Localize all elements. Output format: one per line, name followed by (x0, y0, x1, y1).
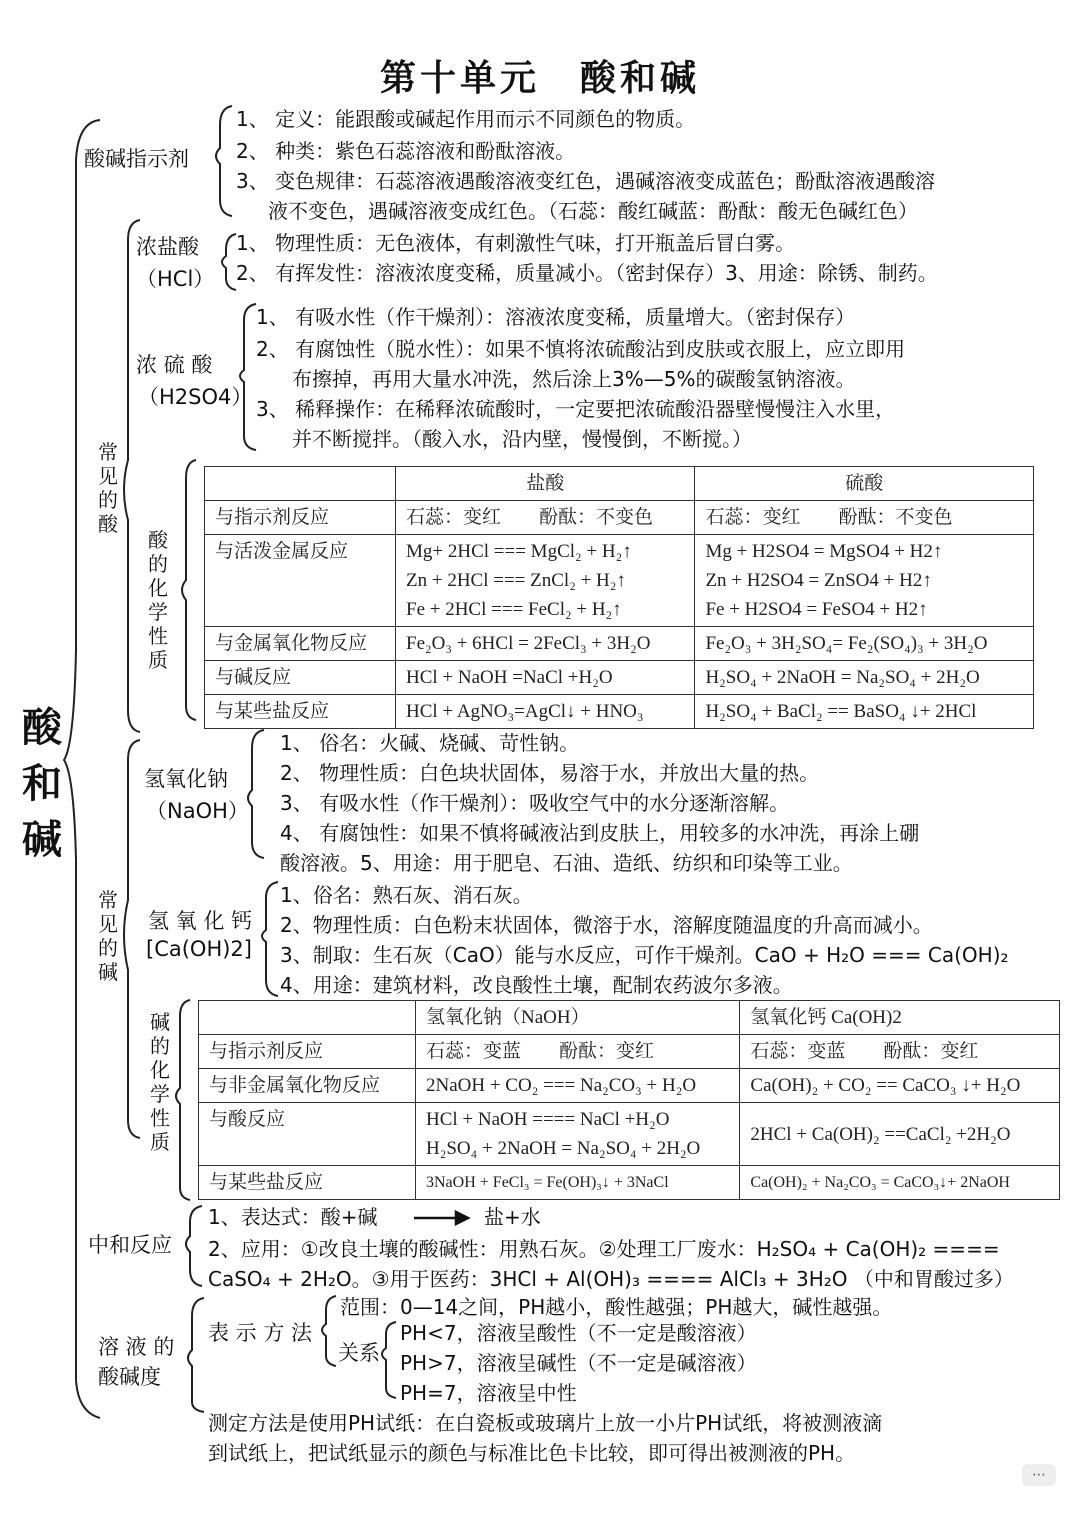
row-name: 与活泼金属反应 (205, 535, 396, 627)
table-row (199, 1035, 1060, 1069)
table-header-row (199, 1001, 1060, 1035)
table-cell: 石蕊：变蓝 酚酞：变红 (416, 1035, 740, 1069)
naoh-line: 2、 物理性质：白色块状固体，易溶于水，并放出大量的热。 (280, 761, 820, 785)
common-acids-label: 常见的酸 (98, 440, 118, 536)
more-icon: ⋯ (1022, 1464, 1056, 1486)
caoh2-line: 1、俗名：熟石灰、消石灰。 (280, 883, 533, 907)
ph-relation: PH=7，溶液呈中性 (400, 1381, 577, 1405)
ph-relation: PH>7，溶液呈碱性（不一定是碱溶液） (400, 1351, 757, 1375)
row-name: 与某些盐反应 (199, 1166, 416, 1200)
equation: H₂SO₄ + 2NaOH = Na₂SO₄ + 2H₂O (426, 1138, 701, 1159)
table-cell: 石蕊：变蓝 酚酞：变红 (740, 1035, 1060, 1069)
table-header: 氢氧化钠（NaOH） (416, 1001, 740, 1035)
table-cell: HCl + AgNO₃=AgCl↓ + HNO₃ (396, 695, 695, 729)
hcl-formula: （HCl） (136, 267, 215, 291)
acid-chem-label: 酸的化学性质 (148, 528, 168, 672)
acid-table (204, 466, 1034, 729)
row-name: 与指示剂反应 (199, 1035, 416, 1069)
root-label: 酸和碱 (22, 704, 62, 863)
neutralization-label: 中和反应 (88, 1233, 172, 1257)
h2so4-line: 布擦掉，再用大量水冲洗，然后涂上3%—5%的碳酸氢钠溶液。 (292, 367, 856, 391)
indicator-line: 液不变色，遇碱溶液变成红色。（石蕊：酸红碱蓝：酚酞：酸无色碱红色） (268, 199, 918, 223)
table-row (205, 501, 1034, 535)
row-name: 与金属氧化物反应 (205, 627, 396, 661)
table-header (199, 1001, 416, 1035)
equation: HCl + NaOH ==== NaCl +H₂O (426, 1109, 670, 1130)
table-row (205, 695, 1034, 729)
table-cell: H₂SO₄ + BaCl₂ == BaSO₄ ↓+ 2HCl (695, 695, 1034, 729)
h2so4-line: 1、 有吸水性（作干燥剂）：溶液浓度变稀，质量增大。（密封保存） (256, 305, 856, 329)
caoh2-line: 2、物理性质：白色粉末状固体，微溶于水，溶解度随温度的升高而减小。 (280, 913, 933, 937)
table-header-row (205, 467, 1034, 501)
ph-label-2: 酸碱度 (98, 1365, 161, 1389)
neutralization-line: CaSO₄ + 2H₂O。③用于医药：3HCl + Al(OH)₃ ==== AlCl₃ + 3H₂O （中和胃酸过多） (208, 1267, 1014, 1291)
indicator-line: 1、 定义：能跟酸或碱起作用而示不同颜色的物质。 (236, 107, 696, 131)
page-title: 第十单元 酸和碱 (379, 57, 700, 99)
row-name: 与酸反应 (199, 1103, 416, 1166)
table-cell: 2HCl + Ca(OH)₂ ==CaCl₂ +2H₂O (740, 1103, 1060, 1166)
table-cell (416, 1103, 740, 1166)
table-header: 盐酸 (396, 467, 695, 501)
table-cell: HCl + NaOH =NaCl +H₂O (396, 661, 695, 695)
table-row (199, 1103, 1060, 1166)
row-name: 与某些盐反应 (205, 695, 396, 729)
naoh-label: 氢氧化钠 (144, 767, 228, 791)
equation: Mg + H2SO4 = MgSO4 + H2↑ (705, 541, 943, 562)
neutralization-expr-result: 盐+水 (484, 1205, 541, 1229)
table-cell: Ca(OH)₂ + Na₂CO₃ = CaCO₃↓+ 2NaOH (740, 1166, 1060, 1200)
table-row (205, 661, 1034, 695)
caoh2-label: 氢 氧 化 钙 (148, 909, 253, 933)
table-cell: H₂SO₄ + 2NaOH = Na₂SO₄ + 2H₂O (695, 661, 1034, 695)
common-bases-label: 常见的碱 (98, 888, 118, 984)
row-name: 与指示剂反应 (205, 501, 396, 535)
base-table (198, 1000, 1060, 1200)
ph-label: 溶 液 的 (98, 1335, 175, 1359)
h2so4-label: 浓 硫 酸 (136, 353, 213, 377)
ph-method-label: 表 示 方 法 (208, 1321, 313, 1345)
table-header: 硫酸 (695, 467, 1034, 501)
table-cell: 石蕊：变红 酚酞：不变色 (396, 501, 695, 535)
naoh-line: 3、 有吸水性（作干燥剂）：吸收空气中的水分逐渐溶解。 (280, 791, 790, 815)
ph-relation: PH<7，溶液呈酸性（不一定是酸溶液） (400, 1321, 757, 1345)
hcl-label: 浓盐酸 (136, 235, 199, 259)
table-header: 氢氧化钙 Ca(OH)2 (740, 1001, 1060, 1035)
ph-measure: 测定方法是使用PH试纸：在白瓷板或玻璃片上放一小片PH试纸，将被测液滴 (208, 1411, 883, 1435)
table-cell (695, 535, 1034, 627)
table-cell: 2NaOH + CO₂ === Na₂CO₃ + H₂O (416, 1069, 740, 1103)
h2so4-line: 2、 有腐蚀性（脱水性）：如果不慎将浓硫酸沾到皮肤或衣服上，应立即用 (256, 337, 906, 361)
neutralization-expr: 1、表达式：酸+碱 (208, 1205, 378, 1229)
table-row (199, 1166, 1060, 1200)
indicator-label: 酸碱指示剂 (84, 147, 189, 171)
row-name: 与碱反应 (205, 661, 396, 695)
table-cell: 3NaOH + FeCl₃ = Fe(OH)₃↓ + 3NaCl (416, 1166, 740, 1200)
h2so4-line: 3、 稀释操作：在稀释浓硫酸时，一定要把浓硫酸沿器壁慢慢注入水里， (256, 397, 896, 421)
table-cell: Fe₂O₃ + 3H₂SO₄= Fe₂(SO₄)₃ + 3H₂O (695, 627, 1034, 661)
neutralization-line: 2、应用：①改良土壤的酸碱性：用熟石灰。②处理工厂废水：H₂SO₄ + Ca(OH)₂ ==== (208, 1237, 1000, 1261)
equation: Fe + 2HCl === FeCl₂ + H₂↑ (406, 599, 622, 620)
equation: Zn + H2SO4 = ZnSO4 + H2↑ (705, 570, 932, 591)
h2so4-formula: （H2SO4） (138, 385, 253, 409)
hcl-line: 1、 物理性质：无色液体，有刺激性气味，打开瓶盖后冒白雾。 (236, 231, 796, 255)
table-row (205, 535, 1034, 627)
table-header (205, 467, 396, 501)
equation: Mg+ 2HCl === MgCl₂ + H₂↑ (406, 541, 632, 562)
naoh-line: 1、 俗名：火碱、烧碱、苛性钠。 (280, 731, 580, 755)
table-cell: Ca(OH)₂ + CO₂ == CaCO₃ ↓+ H₂O (740, 1069, 1060, 1103)
hcl-line: 2、 有挥发性：溶液浓度变稀，质量减小。（密封保存）3、用途：除锈、制药。 (236, 261, 938, 285)
naoh-line: 酸溶液。5、用途：用于肥皂、石油、造纸、纺织和印染等工业。 (280, 851, 853, 875)
naoh-formula: （NaOH） (146, 799, 249, 823)
indicator-line: 2、 种类：紫色石蕊溶液和酚酞溶液。 (236, 139, 576, 163)
caoh2-formula: [Ca(OH)2] (146, 937, 252, 961)
naoh-line: 4、 有腐蚀性：如果不慎将碱液沾到皮肤上，用较多的水冲洗，再涂上硼 (280, 821, 920, 845)
indicator-line: 3、 变色规律：石蕊溶液遇酸溶液变红色，遇碱溶液变成蓝色；酚酞溶液遇酸溶 (236, 169, 936, 193)
base-chem-label: 碱的化学性质 (150, 1010, 170, 1154)
ph-relation-label: 关系 (338, 1341, 380, 1365)
ph-range: 范围：0—14之间，PH越小，酸性越强；PH越大，碱性越强。 (340, 1295, 893, 1319)
table-row (205, 627, 1034, 661)
equation: Zn + 2HCl === ZnCl₂ + H₂↑ (406, 570, 626, 591)
table-row (199, 1069, 1060, 1103)
row-name: 与非金属氧化物反应 (199, 1069, 416, 1103)
ph-measure: 到试纸上，把试纸显示的颜色与标准比色卡比较，即可得出被测液的PH。 (208, 1441, 856, 1465)
equation: Fe + H2SO4 = FeSO4 + H2↑ (705, 599, 928, 620)
h2so4-line: 并不断搅拌。（酸入水，沿内壁，慢慢倒，不断搅。） (292, 427, 752, 451)
caoh2-line: 4、用途：建筑材料，改良酸性土壤，配制农药波尔多液。 (280, 973, 793, 997)
caoh2-line: 3、制取：生石灰（CaO）能与水反应，可作干燥剂。CaO + H₂O === Ca(OH)₂ (280, 943, 1009, 967)
table-cell (396, 535, 695, 627)
table-cell: 石蕊：变红 酚酞：不变色 (695, 501, 1034, 535)
table-cell: Fe₂O₃ + 6HCl = 2FeCl₃ + 3H₂O (396, 627, 695, 661)
